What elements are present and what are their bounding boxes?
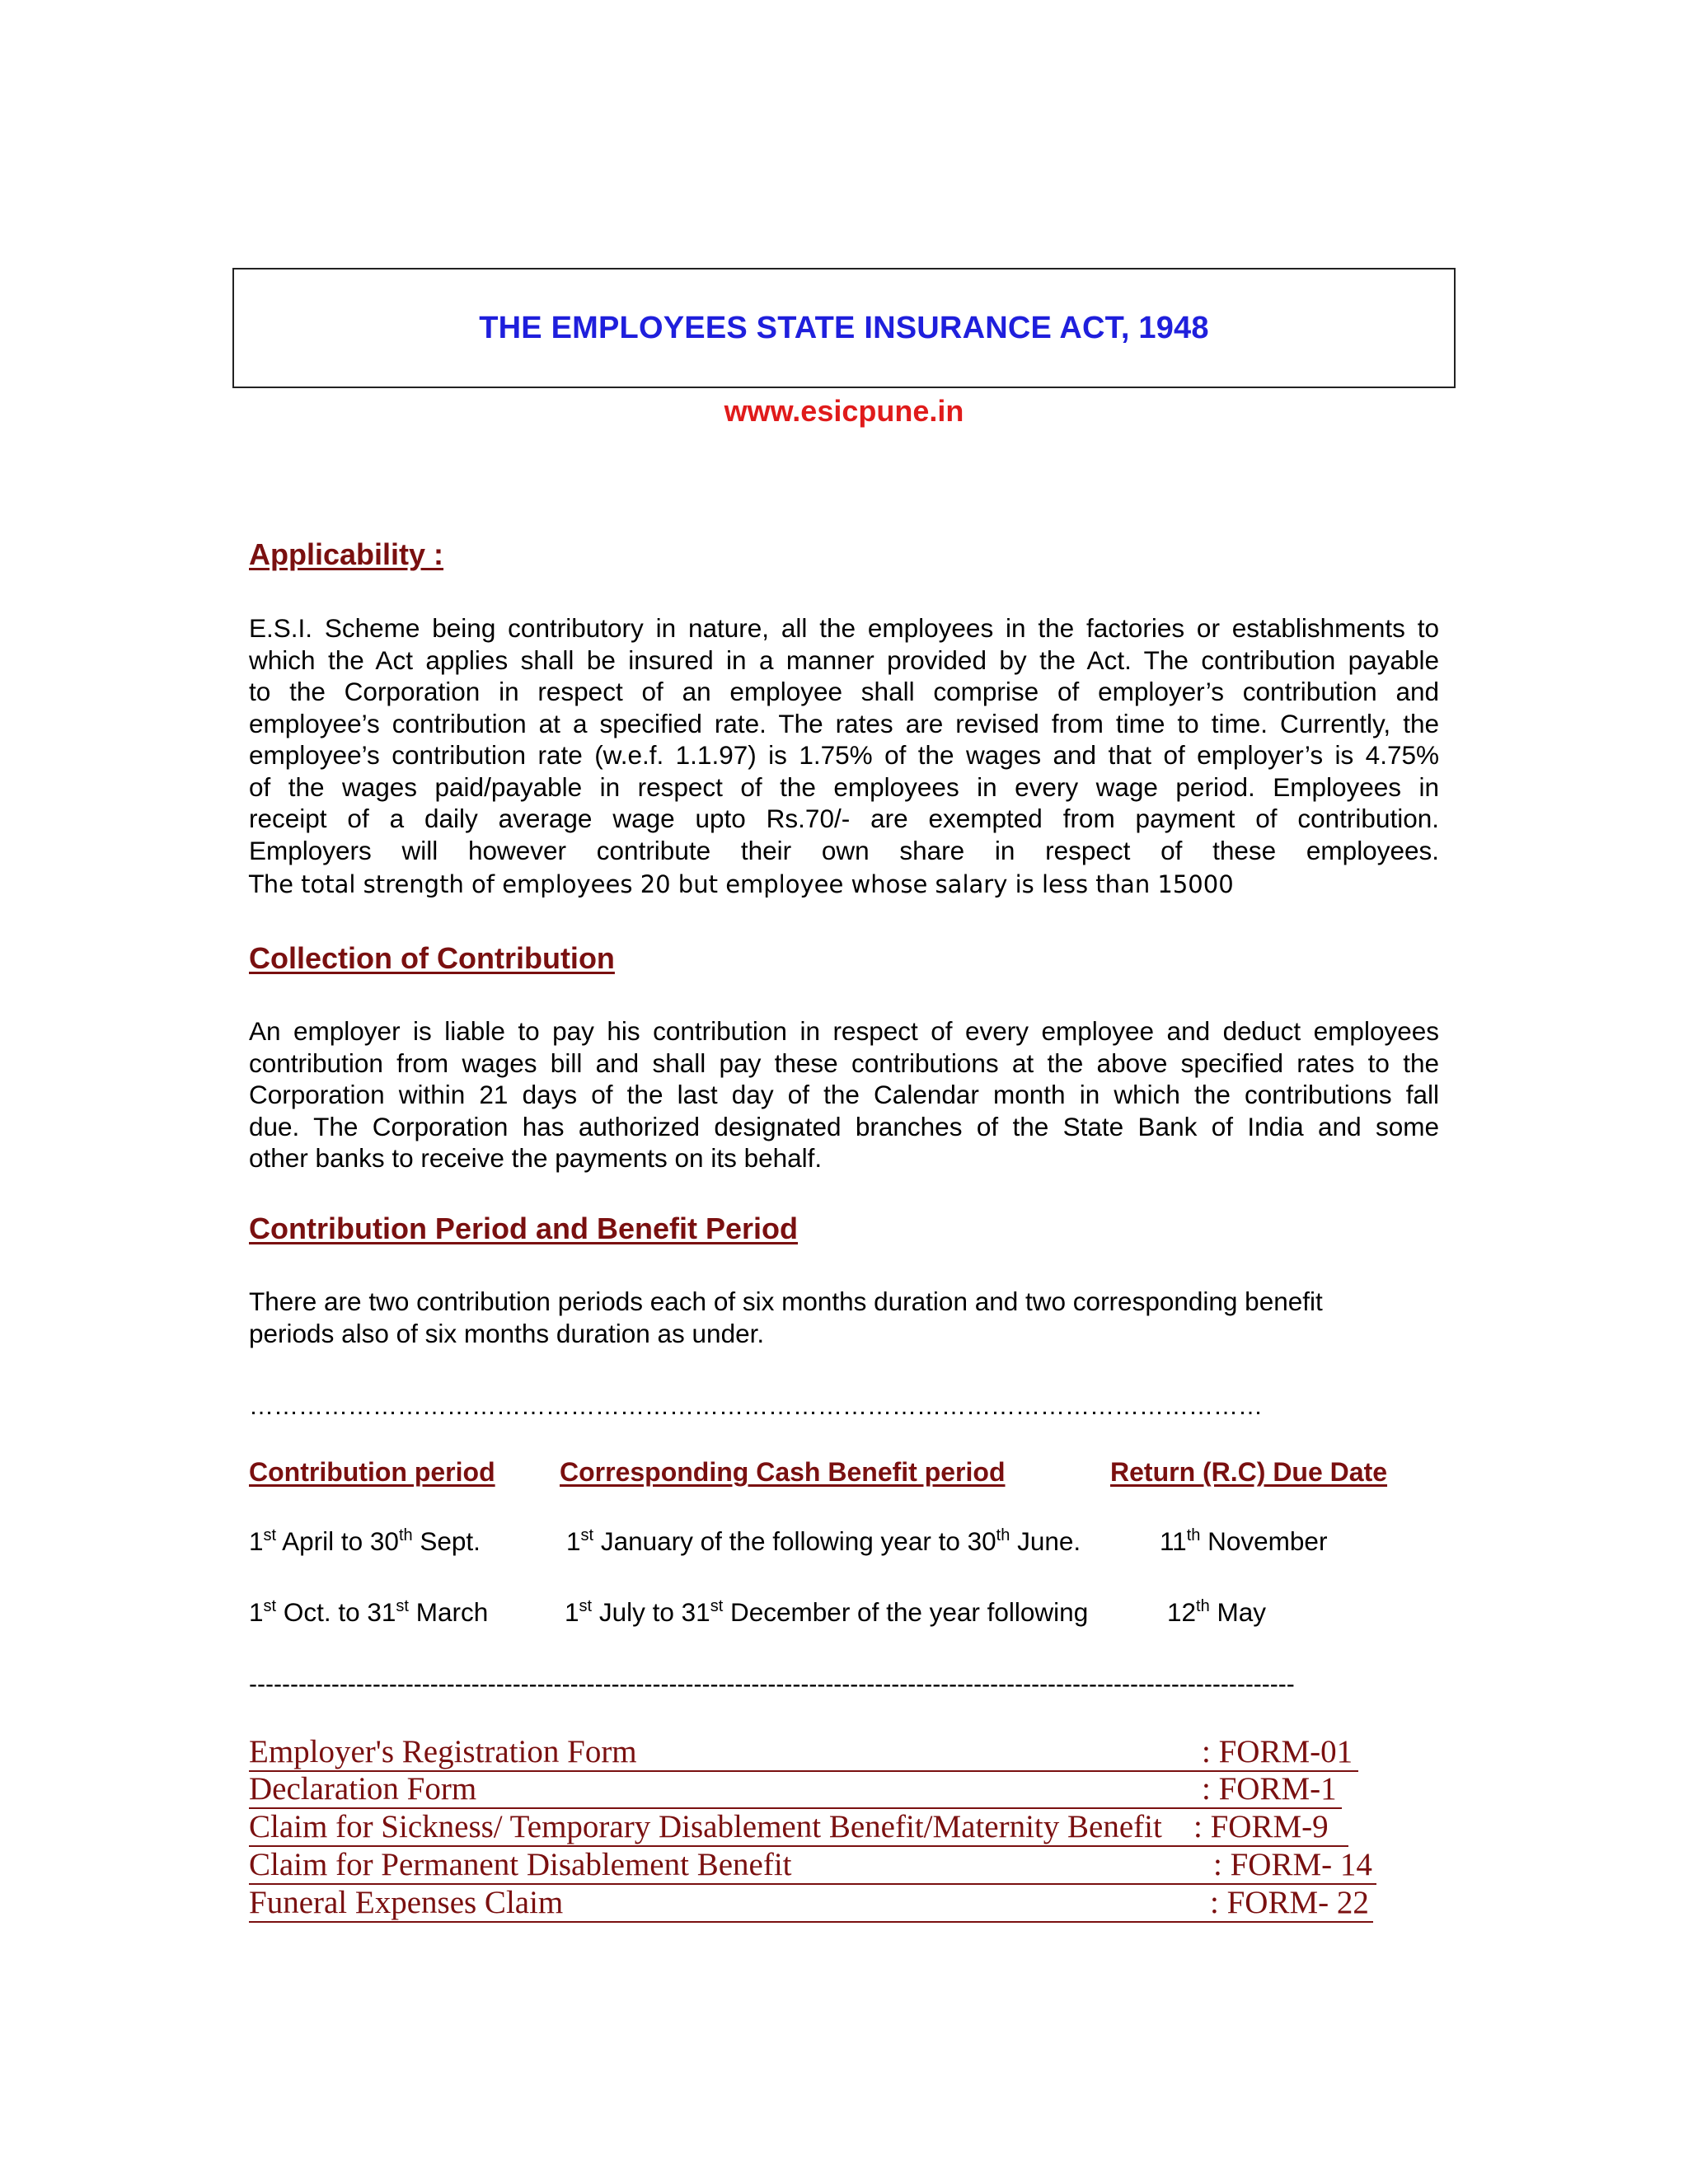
- form-link-sickness-claim[interactable]: [249, 1809, 1348, 1847]
- form-code: : FORM- 22: [1210, 1885, 1369, 1920]
- paragraph-line: employee’s contribution rate (w.e.f. 1.1.97) is 1.75% of the wages and that of employer’s is 4.75%: [249, 740, 1439, 770]
- text-part: Sept.: [412, 1526, 481, 1556]
- row1-benefit-period: [566, 1526, 1081, 1557]
- column-header-benefit-period: Corresponding Cash Benefit period: [560, 1457, 1006, 1487]
- text-part: January of the following year to 30: [593, 1526, 996, 1556]
- text-part: 1: [566, 1526, 581, 1556]
- paragraph-line: Employers will however contribute their own share in respect of these employees.: [249, 835, 1439, 865]
- superscript: th: [1186, 1526, 1201, 1544]
- paragraph-line: contribution from wages bill and shall pay these contributions at the above specified rates to the: [249, 1047, 1439, 1078]
- paragraph-line: E.S.I. Scheme being contributory in nature, all the employees in the factories or establishments to: [249, 613, 1439, 643]
- form-link-permanent-disablement[interactable]: [249, 1847, 1376, 1885]
- superscript: th: [398, 1526, 413, 1544]
- form-name: Employer's Registration Form: [249, 1734, 637, 1769]
- superscript: st: [263, 1597, 277, 1615]
- paragraph-line: employee’s contribution at a specified rate. The rates are revised from time to time. Currently, the: [249, 708, 1439, 738]
- text-part: June.: [1010, 1526, 1081, 1556]
- form-code: : FORM- 14: [1213, 1847, 1372, 1882]
- text-part: 12: [1167, 1597, 1197, 1627]
- applicability-heading: Applicability :: [249, 537, 444, 571]
- text-part: December of the year following: [723, 1597, 1089, 1627]
- paragraph-line: receipt of a daily average wage upto Rs.70/- are exempted from payment of contribution.: [249, 804, 1439, 833]
- paragraph-line: of the wages paid/payable in respect of the employees in every wage period. Employees in: [249, 771, 1439, 802]
- document-title: THE EMPLOYEES STATE INSURANCE ACT, 1948: [479, 310, 1209, 345]
- superscript: th: [1196, 1597, 1210, 1615]
- applicability-paragraph: [249, 612, 1439, 866]
- row1-due-date: [1160, 1526, 1327, 1557]
- column-header-contribution-period: Contribution period: [249, 1457, 495, 1487]
- superscript: st: [396, 1597, 409, 1615]
- dashed-separator: -------------------------------------------------------------------------------------------------------------------------------: [249, 1671, 1295, 1698]
- form-code: : FORM-01: [1202, 1734, 1353, 1769]
- text-part: 1: [249, 1597, 264, 1627]
- form-link-funeral-expenses[interactable]: [249, 1885, 1373, 1923]
- form-name: Claim for Sickness/ Temporary Disablement Benefit/Maternity Benefit: [249, 1809, 1162, 1844]
- row2-benefit-period: [565, 1597, 1088, 1628]
- row1-contribution-period: [249, 1526, 481, 1557]
- superscript: th: [996, 1526, 1010, 1544]
- paragraph-line: to the Corporation in respect of an employee shall comprise of employer’s contribution and: [249, 677, 1439, 706]
- superscript: st: [710, 1597, 724, 1615]
- periods-heading: Contribution Period and Benefit Period: [249, 1212, 798, 1245]
- column-header-due-date: Return (R.C) Due Date: [1110, 1457, 1388, 1487]
- text-part: July to 31: [592, 1597, 710, 1627]
- periods-paragraph: [249, 1286, 1439, 1349]
- collection-paragraph: [249, 1015, 1439, 1174]
- text-part: 11: [1160, 1526, 1187, 1556]
- paragraph-line: due. The Corporation has authorized designated branches of the State Bank of India and some: [249, 1111, 1439, 1141]
- form-code: : FORM-1: [1202, 1771, 1337, 1807]
- form-name: Claim for Permanent Disablement Benefit: [249, 1847, 792, 1882]
- applicability-note: The total strength of employees 20 but employee whose salary is less than 15000: [249, 870, 1234, 898]
- dotted-separator: ……………………………………………………………………………………………………………: [249, 1393, 1263, 1420]
- paragraph-line: which the Act applies shall be insured in a manner provided by the Act. The contribution payable: [249, 644, 1439, 675]
- form-name: Funeral Expenses Claim: [249, 1885, 564, 1920]
- paragraph-line: An employer is liable to pay his contribution in respect of every employee and deduct employees: [249, 1016, 1439, 1046]
- paragraph-line: There are two contribution periods each of six months duration and two corresponding benefit: [249, 1286, 1323, 1316]
- text-part: April to 30: [276, 1526, 399, 1556]
- row2-due-date: [1167, 1597, 1266, 1628]
- title-box: [232, 268, 1456, 388]
- paragraph-line: Corporation within 21 days of the last day of the Calendar month in which the contributions fall: [249, 1080, 1439, 1109]
- superscript: st: [580, 1526, 594, 1544]
- superscript: st: [263, 1526, 277, 1544]
- superscript: st: [579, 1597, 593, 1615]
- text-part: May: [1209, 1597, 1266, 1627]
- collection-heading: Collection of Contribution: [249, 941, 615, 975]
- form-code: : FORM-9: [1193, 1809, 1329, 1844]
- text-part: 1: [249, 1526, 264, 1556]
- form-name: Declaration Form: [249, 1771, 477, 1807]
- text-part: Oct. to 31: [276, 1597, 396, 1627]
- text-part: 1: [565, 1597, 579, 1627]
- row2-contribution-period: [249, 1597, 488, 1628]
- form-link-declaration[interactable]: [249, 1771, 1342, 1809]
- text-part: November: [1200, 1526, 1328, 1556]
- text-part: March: [408, 1597, 489, 1627]
- paragraph-line: periods also of six months duration as under.: [249, 1318, 765, 1348]
- website-link[interactable]: [0, 394, 1688, 429]
- website-text: www.esicpune.in: [724, 394, 964, 428]
- form-link-employer-registration[interactable]: [249, 1734, 1358, 1772]
- paragraph-line: other banks to receive the payments on its behalf.: [249, 1143, 823, 1173]
